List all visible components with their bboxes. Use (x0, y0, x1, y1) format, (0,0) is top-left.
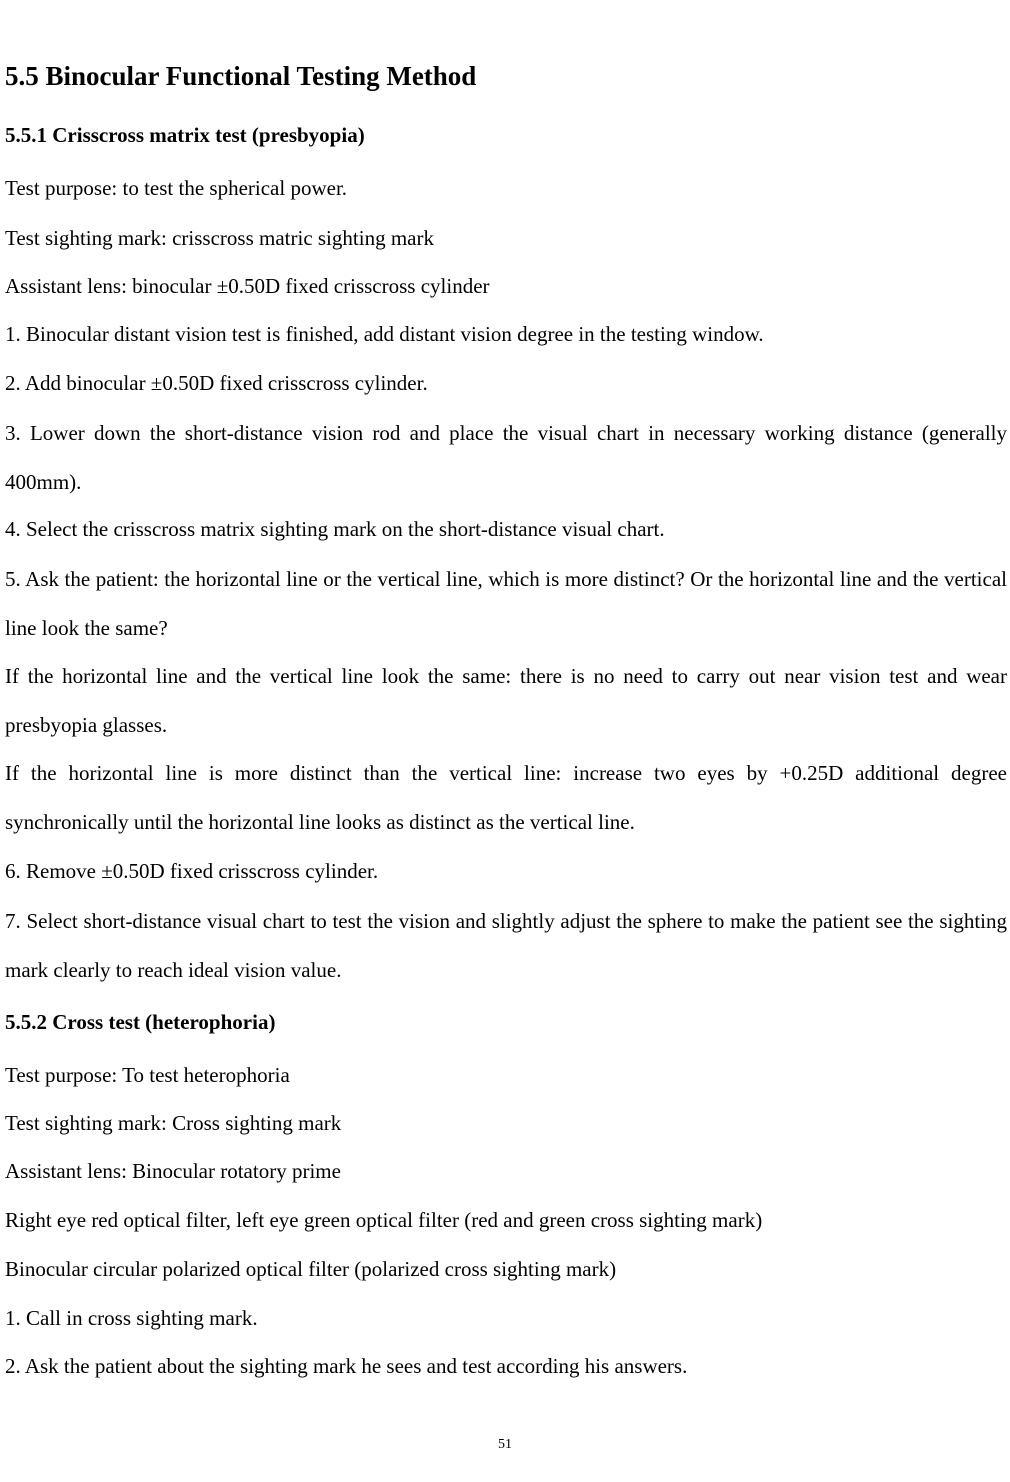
crisscross-case-same: If the horizontal line and the vertical line look the same: there is no need to carry out near vision test and wear presbyopia glasses. (5, 664, 1007, 737)
crisscross-assistant-lens: Assistant lens: binocular ±0.50D fixed crisscross cylinder (5, 274, 490, 298)
crisscross-step-6: 6. Remove ±0.50D fixed crisscross cylinder. (5, 859, 379, 883)
cross-filter-polarized: Binocular circular polarized optical filter (polarized cross sighting mark) (5, 1257, 617, 1281)
cross-step-1: 1. Call in cross sighting mark. (5, 1306, 258, 1330)
crisscross-step-2: 2. Add binocular ±0.50D fixed crisscross cylinder. (5, 371, 428, 395)
cross-sighting-mark: Test sighting mark: Cross sighting mark (5, 1111, 342, 1135)
crisscross-sighting-mark: Test sighting mark: crisscross matric sighting mark (5, 226, 434, 250)
crisscross-step-7: 7. Select short-distance visual chart to test the vision and slightly adjust the sphere to make the patient see the sighting mark clearly to reach ideal vision value. (5, 909, 1007, 982)
section-title: 5.5 Binocular Functional Testing Method (5, 61, 477, 91)
cross-filter-red-green: Right eye red optical filter, left eye green optical filter (red and green cross sighting mark) (5, 1208, 763, 1232)
cross-assistant-lens: Assistant lens: Binocular rotatory prime (5, 1159, 341, 1183)
page-number: 51 (498, 1437, 512, 1452)
crisscross-heading: 5.5.1 Crisscross matrix test (presbyopia) (5, 123, 365, 147)
cross-heading: 5.5.2 Cross test (heterophoria) (5, 1010, 276, 1034)
crisscross-purpose: Test purpose: to test the spherical power. (5, 176, 348, 200)
crisscross-case-horizontal: If the horizontal line is more distinct than the vertical line: increase two eyes by +0.25D additional degree synchronically until the horizontal line looks as distinct as the vertical line. (5, 761, 1007, 834)
crisscross-step-3: 3. Lower down the short-distance vision rod and place the visual chart in necessary working distance (generally 400mm). (5, 421, 1007, 494)
crisscross-step-5: 5. Ask the patient: the horizontal line or the vertical line, which is more distinct? Or the horizontal line and the vertical line look the same? (5, 567, 1007, 640)
crisscross-step-1: 1. Binocular distant vision test is finished, add distant vision degree in the testing window. (5, 322, 764, 346)
crisscross-step-4: 4. Select the crisscross matrix sighting mark on the short-distance visual chart. (5, 517, 665, 541)
cross-step-2: 2. Ask the patient about the sighting mark he sees and test according his answers. (5, 1354, 688, 1378)
cross-purpose: Test purpose: To test heterophoria (5, 1063, 290, 1087)
